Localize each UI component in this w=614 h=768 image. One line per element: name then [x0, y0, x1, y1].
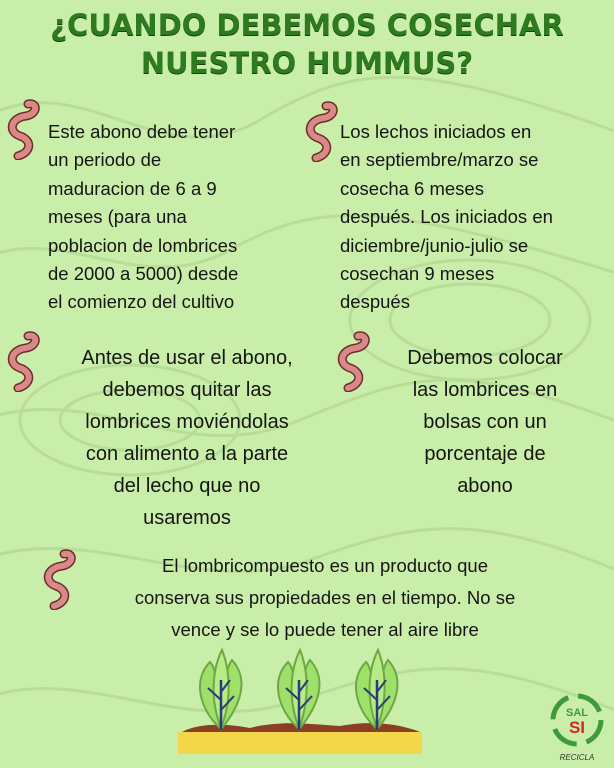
tip-line: después	[340, 291, 410, 313]
tip-line: diciembre/junio-julio se	[340, 234, 529, 256]
logo-word-1: SAL	[566, 707, 588, 719]
tip-line: Debemos colocar	[407, 347, 563, 369]
tip-line: debemos quitar las	[102, 379, 272, 401]
tip-maturation	[48, 118, 238, 317]
tip-line: vence y se lo puede tener al aire libre	[171, 619, 479, 640]
tip-line: Los lechos iniciados en	[340, 121, 532, 142]
tip-conservation	[70, 550, 580, 646]
tip-line: el comienzo del cultivo	[48, 291, 235, 313]
tip-line: poblacion de lombrices	[48, 234, 238, 256]
tip-line: de 2000 a 5000) desde	[48, 263, 239, 285]
tip-line: Este abono debe tener	[48, 121, 236, 142]
page-title	[0, 6, 614, 82]
tip-line: un periodo de	[48, 149, 162, 171]
worm-icon	[334, 330, 370, 392]
tip-line: bolsas con un	[423, 411, 547, 433]
tip-line: abono	[457, 475, 513, 497]
logo-word-3: RECICLA	[559, 753, 595, 762]
tip-line: meses (para una	[48, 206, 187, 228]
title-line-1: ¿CUANDO DEBEMOS COSECHAR	[50, 8, 564, 42]
tip-remove-worms	[40, 342, 334, 534]
worm-icon	[4, 98, 40, 160]
tip-line: Antes de usar el abono,	[81, 347, 293, 369]
tip-line: las lombrices en	[412, 379, 558, 401]
tip-line: El lombricompuesto es un producto que	[162, 555, 488, 576]
tip-line: después. Los iniciados en	[340, 206, 553, 228]
tip-line: cosechan 9 meses	[340, 263, 495, 285]
worm-icon	[302, 100, 338, 162]
tip-bags	[372, 342, 598, 502]
tip-line: conserva sus propiedades en el tiempo. No se	[134, 587, 516, 608]
tip-line: del lecho que no	[113, 475, 261, 497]
tip-line: cosecha 6 meses	[340, 177, 484, 199]
tip-harvest	[340, 118, 553, 317]
tip-line: porcentaje de	[424, 443, 546, 465]
seedling-icon	[170, 640, 430, 758]
tip-line: lombrices moviéndolas	[85, 411, 289, 433]
tip-line: en septiembre/marzo se	[340, 149, 539, 171]
title-line-2: NUESTRO HUMMUS?	[140, 46, 474, 80]
logo-word-2: SI	[568, 718, 586, 737]
tip-line: usaremos	[143, 507, 231, 529]
worm-icon	[4, 330, 40, 392]
tip-line: maduracion de 6 a 9	[48, 177, 217, 199]
tip-line: con alimento a la parte	[85, 443, 289, 465]
recycle-logo	[542, 688, 612, 764]
